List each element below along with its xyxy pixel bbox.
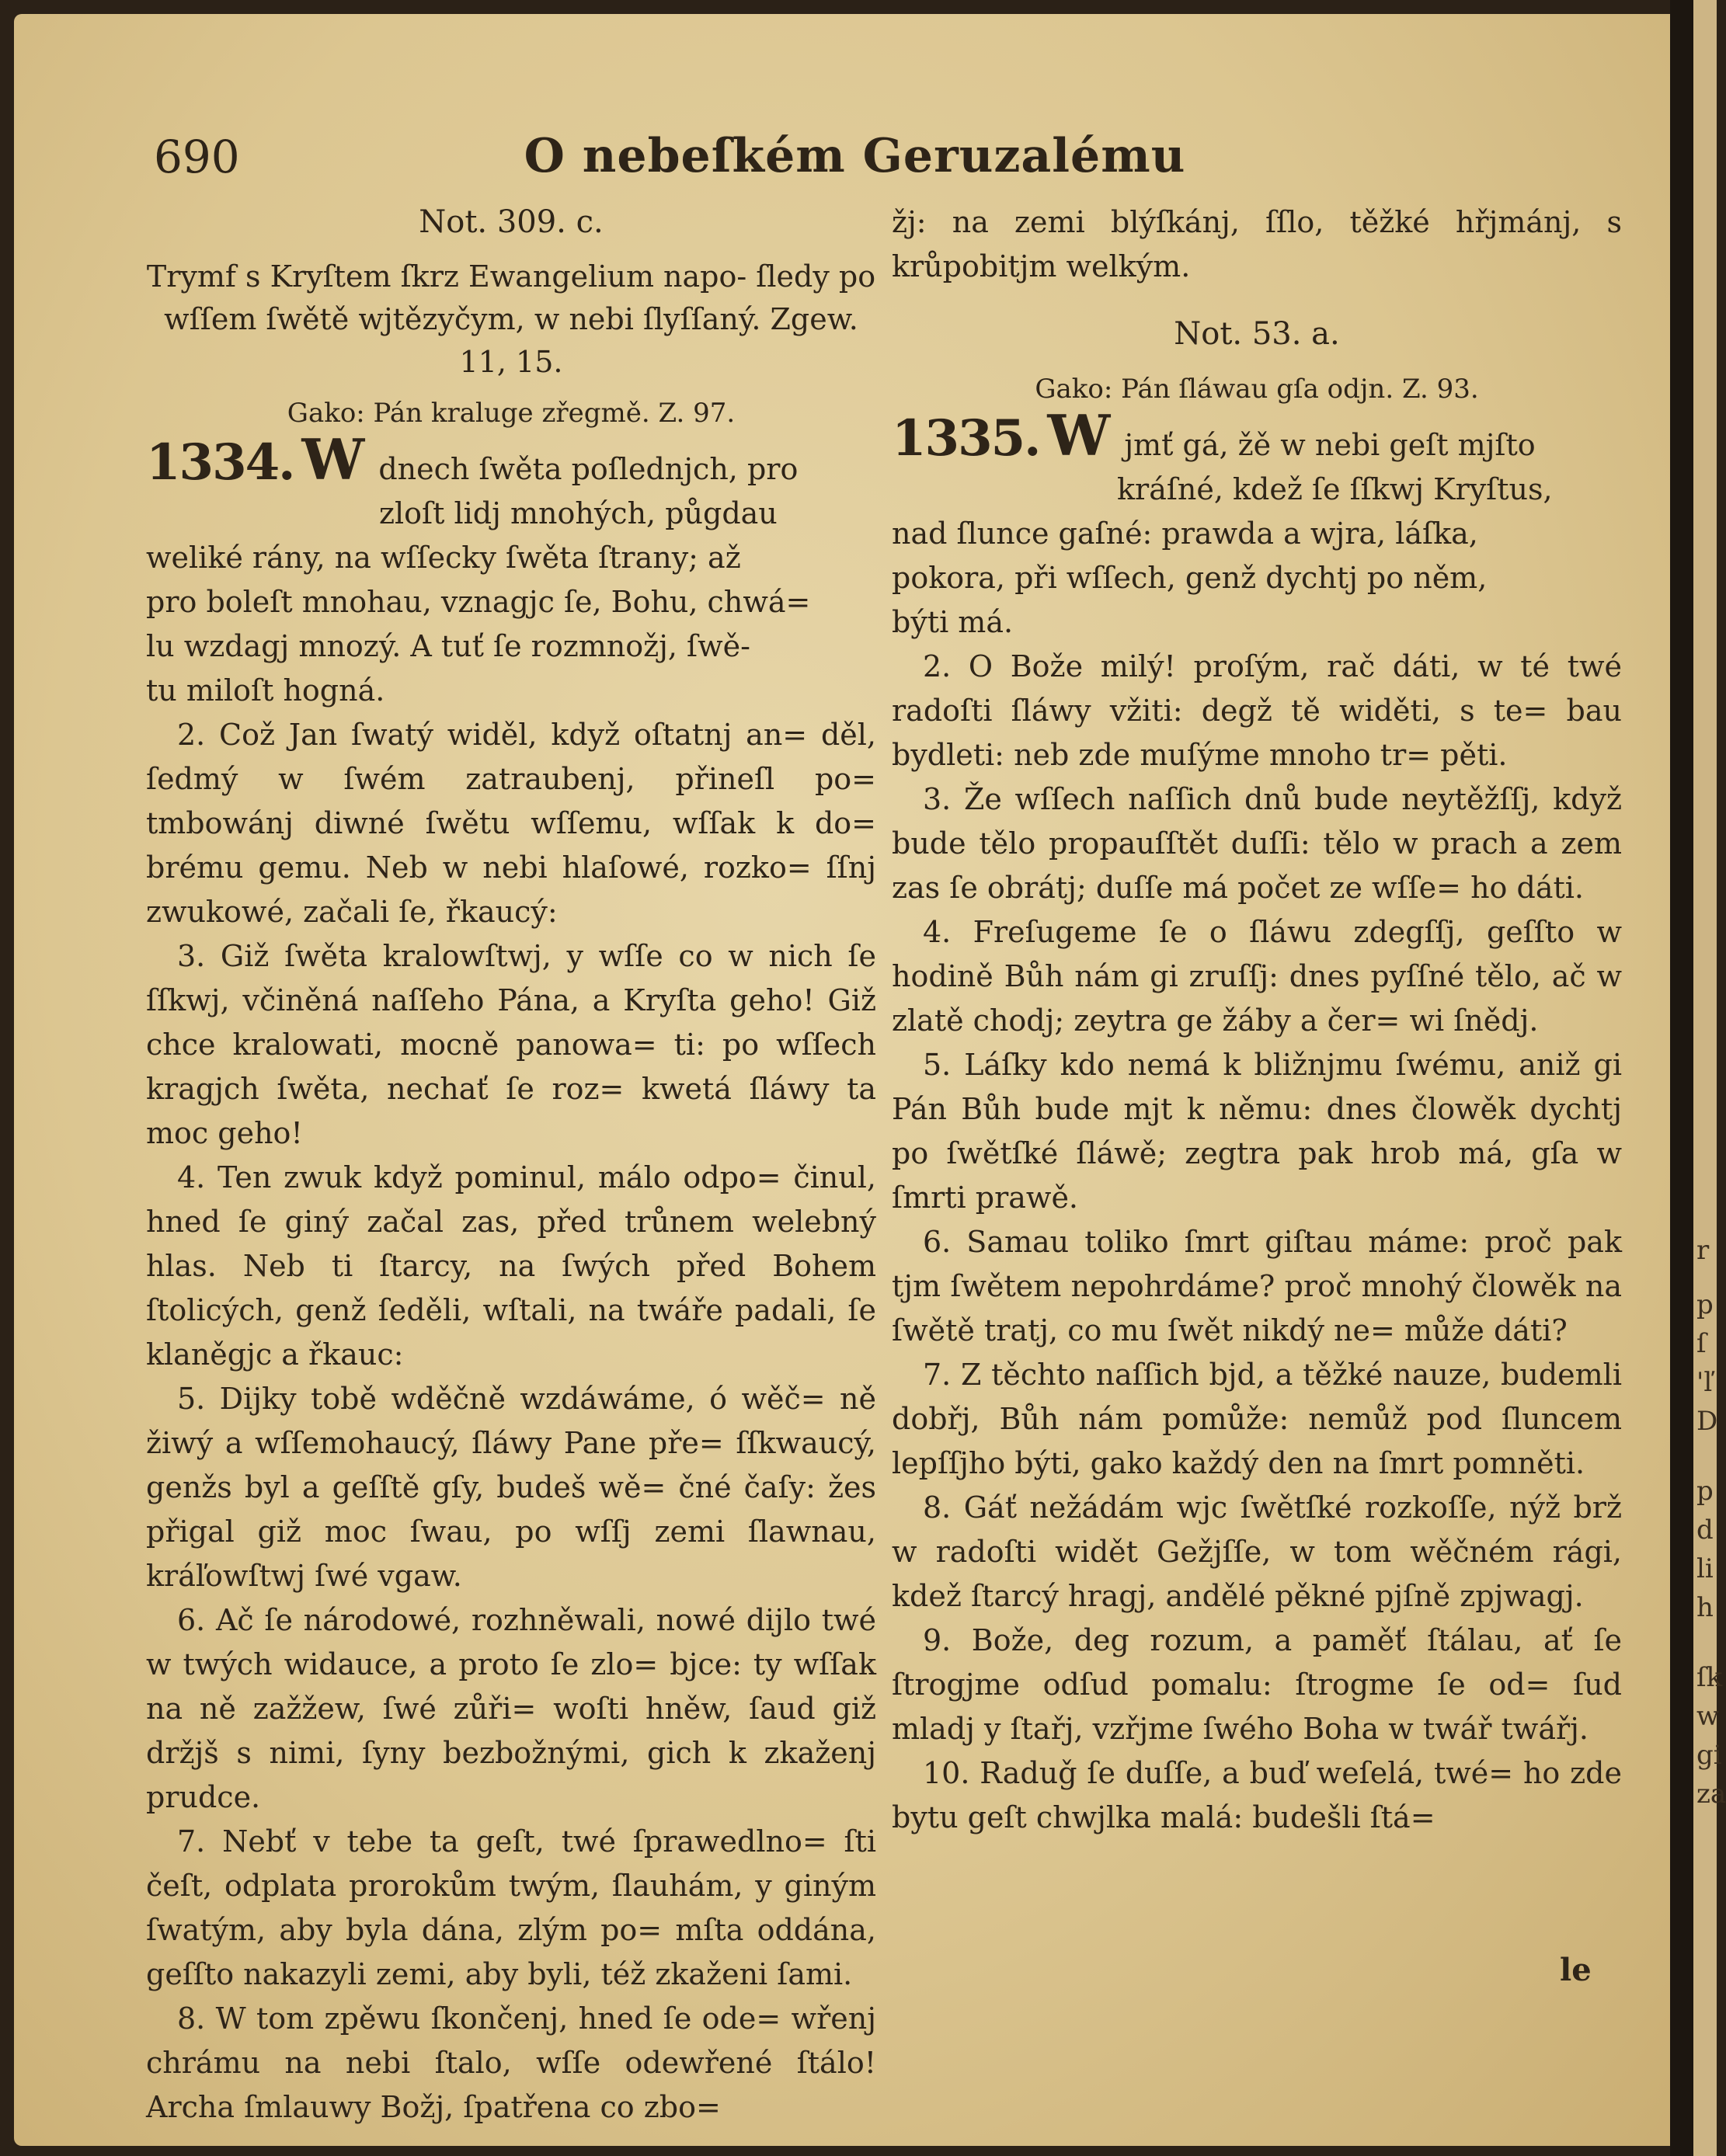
hymn-verse: 3. Že wſſech naſſich dnů bude neytěžſſj, když bude tělo propauſſtět duſſi: tělo w prach a zem zas ſe obrátj; duſſe má počet ze wſſe= ho dáti. xyxy=(892,782,1622,905)
drop-capital: W xyxy=(1047,402,1111,468)
right-column xyxy=(892,200,1622,1840)
note-title: Trymf s Kryſtem ſkrz Ewangelium napo‑ ſledy po wſſem ſwětě wjtězyčym, w nebi ſlyſſaný. Zgew. 11, 15. xyxy=(146,259,876,379)
hymn-verse: 3. Giž ſwěta kralowſtwj, y wſſe co w nich ſe ſſkwj, včiněná naſſeho Pána, a Kryſta geho! Giž chce kralowati, mocně panowa= ti: po wſſech kragjch ſwěta, nechať ſe roz= kwetá ſláwy ta moc geho! xyxy=(146,939,876,1150)
book-page xyxy=(14,14,1696,2146)
hymn-verse: 10. Raduǧ ſe duſſe, a buď weſelá, twé= ho zde bytu geſt chwjlka malá: budešli ſtá= xyxy=(892,1756,1622,1834)
hymn-verse: 8. Gáť nežádám wjc ſwětſké rozkoſſe, nýž brž w radoſti widět Gežjſſe, w tom wěčném rági, kdež ſtarcý hragj, andělé pěkné pjſně zpjwagj. xyxy=(892,1490,1622,1613)
verse-continuation: žj: na zemi blýſkánj, ſſlo, těžké hřjmánj, s krůpobitjm welkým. xyxy=(892,205,1622,283)
margin-fragment: h xyxy=(1696,1592,1714,1623)
hymn-number: 1334. xyxy=(146,433,294,492)
hymn-first-stanza xyxy=(892,402,1622,645)
melody-reference: Gako: Pán kraluge zřegmě. Z. 97. xyxy=(287,398,736,429)
hymn-verse: 5. Dijky tobě wděčně wzdáwáme, ó wěč= ně žiwý a wſſemohaucý, ſláwy Pane pře= ſſkwaucý, genžs byl a geſſtě gſy, budeš wě= čné čaſy: žes přigal giž moc ſwau, po wſſj zemi ſlawnau, kráľowſtwj ſwé vgaw. xyxy=(146,1382,876,1593)
first-stanza-line: dnech ſwěta poſlednjch, pro xyxy=(378,452,799,486)
margin-fragment: li xyxy=(1696,1553,1714,1584)
note-label: Not. 53. a. xyxy=(1174,316,1340,352)
margin-fragment: w xyxy=(1696,1701,1720,1732)
adjacent-page-edge xyxy=(1693,0,1726,2156)
margin-fragment: 'ľ xyxy=(1696,1367,1713,1398)
hymn-verse: 2. O Bože milý! proſým, rač dáti, w té twé radoſti ſláwy vžiti: degž tě widěti, s te= bau bydleti: neb zde muſýme mnoho tr= pěti. xyxy=(892,649,1622,772)
hymn-verse: 7. Z těchto naſſich bjd, a těžké nauze, budemli dobřj, Bůh nám pomůže: nemůž pod ſluncem lepſſjho býti, gako každý den na ſmrt pomněti. xyxy=(892,1358,1622,1480)
margin-fragment: p xyxy=(1696,1476,1714,1507)
hymn-verse: 6. Ač ſe národowé, rozhněwali, nowé dijlo twé w twých widauce, a proto ſe zlo= bjce: ty wſſak na ně zažžew, ſwé zůři= woſti hněw, ſaud giž držjš s nimi, ſyny bezbožnými, gich k zkaženj prudce. xyxy=(146,1603,876,1814)
running-title: O nebeſkém Geruzalému xyxy=(524,129,1186,183)
first-stanza-line: nad ſlunce gaſné: prawda a wjra, láſka, xyxy=(892,516,1478,551)
drop-capital: W xyxy=(301,426,365,492)
hymn-first-stanza xyxy=(146,426,876,713)
first-stanza-line: tu miloſt hogná. xyxy=(146,673,385,708)
hymn-verse: 4. Ten zwuk když pominul, málo odpo= činul, hned ſe giný začal zas, před trůnem welebný hlas. Neb ti ſtarcy, na ſwých před Bohem ſtolicých, genž ſeděli, wſtali, na twáře padali, ſe klaněgjc a řkauc: xyxy=(146,1160,876,1372)
first-stanza-line: kráſné, kdež ſe ſſkwj Kryſtus, xyxy=(1117,472,1553,506)
melody-reference: Gako: Pán ſláwau gſa odjn. Z. 93. xyxy=(1035,374,1479,405)
margin-fragment: d xyxy=(1696,1514,1714,1546)
margin-fragment: ſk xyxy=(1696,1662,1723,1693)
first-stanza-line: lu wzdagj mnozý. A tuť ſe rozmnožj, ſwě‑ xyxy=(146,629,750,663)
margin-fragment: p xyxy=(1696,1289,1714,1320)
margin-fragment: ſ xyxy=(1696,1328,1707,1359)
left-column xyxy=(146,200,876,2130)
margin-fragment: r xyxy=(1696,1235,1710,1266)
hymn-verse: 8. W tom zpěwu ſkončenj, hned ſe ode= wřenj chrámu na nebi ſtalo, wſſe odewřené ſtálo! Archa ſmlauwy Božj, ſpatřena co zbo= xyxy=(146,2001,876,2124)
catchword: le xyxy=(1560,1952,1592,1988)
first-stanza-line: jmť gá, žě w nebi geſt mjſto xyxy=(1124,428,1536,462)
note-label: Not. 309. c. xyxy=(419,204,604,240)
first-stanza-line: pokora, při wſſech, genž dychtj po něm, xyxy=(892,561,1488,595)
hymn-verse: 5. Láſky kdo nemá k bližnjmu ſwému, aniž gi Pán Bůh bude mjt k němu: dnes člowěk dychtj po ſwětſké ſláwě; zegtra pak hrob má, gſa w ſmrti prawě. xyxy=(892,1048,1622,1215)
book-gutter xyxy=(1670,0,1693,2156)
hymn-verse: 9. Bože, deg rozum, a paměť ſtálau, ať ſe ſtrogjme odſud pomalu: ſtrogme ſe od= ſud mladj y ſtařj, vzřjme ſwého Boha w twář twářj. xyxy=(892,1623,1622,1746)
hymn-verse: 2. Což Jan ſwatý widěl, když oſtatnj an= děl, ſedmý w ſwém zatraubenj, přineſl po= tmbowánj diwné ſwětu wſſemu, wſſak k do= brému gemu. Neb w nebi hlaſowé, rozko= ſſnj zwukowé, začali ſe, řkaucý: xyxy=(146,718,876,929)
first-stanza-line: pro boleſt mnohau, vznagjc ſe, Bohu, chwá= xyxy=(146,585,811,619)
hymn-verse: 7. Nebť v tebe ta geſt, twé ſprawedlno= ſti čeſt, odplata prorokům twým, ſlauhám, y giným ſwatým, aby byla dána, zlým po= mſta oddána, geſſto nakazyli zemi, aby byli, též zkaženi ſami. xyxy=(146,1824,876,1991)
hymn-number: 1335. xyxy=(892,409,1040,468)
first-stanza-line: weliké rány, na wſſecky ſwěta ſtrany; až xyxy=(146,541,741,575)
margin-fragment: gi xyxy=(1696,1740,1722,1771)
hymn-verse: 6. Samau toliko ſmrt giſtau máme: proč pak tjm ſwětem nepohrdáme? proč mnohý člowěk na ſwětě tratj, co mu ſwět nikdý ne= může dáti? xyxy=(892,1225,1622,1348)
first-stanza-line: zloſt lidj mnohých, půgdau xyxy=(379,496,778,530)
margin-fragment: za xyxy=(1696,1779,1726,1810)
first-stanza-line: býti má. xyxy=(892,605,1014,639)
margin-fragment: D xyxy=(1696,1406,1718,1437)
page-number: 690 xyxy=(154,130,240,183)
hymn-verse: 4. Freſugeme ſe o ſláwu zdegſſj, geſſto w hodině Bůh nám gi zruſſj: dnes pyſſné tělo, ač w zlatě chodj; zeytra ge žáby a čer= wi ſnědj. xyxy=(892,915,1622,1038)
